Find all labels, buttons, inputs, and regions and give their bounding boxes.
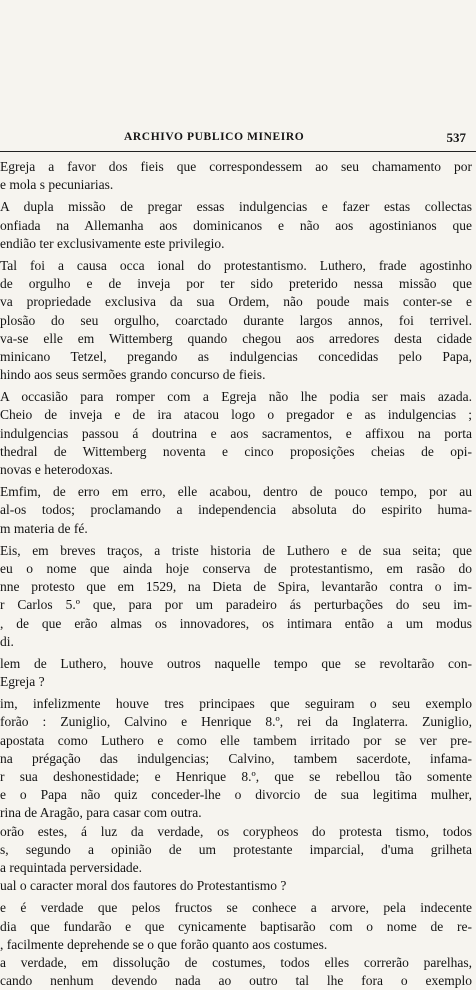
page-number: 537 [446,130,466,145]
text-line: , de que erão almas os innovadores, os intimara então a um modus [0,615,472,631]
text-line: s, segundo a opinião de um protestante imparcial, d'uma grilheta [0,841,472,857]
body-text [0,158,476,990]
text-line: va propriedade exclusiva da sua Ordem, não poude mais conter-se e [0,294,472,310]
text-line: Eis, em breves traços, a triste historia de Luthero e de sua seita; que [0,542,472,558]
header-rule [0,151,476,152]
text-line: lem de Luthero, houve outros naquelle tempo que se revoltarão con- [0,655,472,671]
text-line: minicano Tetzel, pregando as indulgencias concedidas pelo Papa, [0,348,472,364]
text-line: A dupla missão de pregar essas indulgencias e fazer estas collectas [0,199,472,215]
text-line: ual o caracter moral dos fautores do Protestantismo ? [0,878,287,894]
text-line: endião ter exclusivamente este privilegio. [0,235,225,251]
text-line: forão : Zuniglio, Calvino e Henrique 8.º, rei da Inglaterra. Zuniglio, [0,714,472,730]
text-line: m materia de fé. [0,520,88,536]
text-line: va-se elle em Wittemberg quando chegou aos arredores desta cidade [0,330,472,346]
text-line: orão estes, á luz da verdade, os corypheos do protesta tismo, todos [0,823,472,839]
text-line: novas e heterodoxas. [0,462,113,477]
text-line: dia que fundarão e que cynicamente baptisarão com o nome de re- [0,918,472,934]
text-line: a verdade, em dissolução de costumes, todos elles correrão parelhas, [0,954,472,970]
text-line: indulgencias passou á doutrina e aos sacramentos, e affixou na porta [0,425,472,441]
text-line: onfiada na Allemanha aos dominicanos e não aos agostinianos que [0,217,472,233]
text-line: Egreja ? [0,674,45,690]
text-line: apostata como Luthero e como elle tambem irritado por se ver pre- [0,732,472,748]
text-line: r Carlos 5.º que, para por um paradeiro ás perturbações do seu im- [0,597,472,613]
running-title: ARCHIVO PUBLICO MINEIRO [124,131,305,143]
text-line: A occasião para romper com a Egreja não lhe podia ser mais azada. [0,389,472,405]
text-line: Cheio de inveja e de ira atacou logo o pregador e as indulgencias ; [0,407,472,423]
text-line: eu o nome que ainda hoje conserva de protestantismo, em rasão do [0,560,472,576]
text-line: e é verdade que pelos fructos se conhece a arvore, pela indecente [0,900,472,916]
text-line: de orgulho e de inveja por ter sido preterido nessa missão que [0,276,472,292]
text-line: im, infelizmente houve tres principaes que seguiram o seu exemplo [0,696,472,712]
text-line: nne protesto que em 1529, na Dieta de Spira, levantarão contra o im- [0,579,472,595]
text-line: , facilmente deprehende se o que forão quanto aos costumes. [0,936,328,952]
text-line: e mola s pecuniarias. [0,177,114,193]
text-line: rina de Aragão, para casar com outra. [0,805,202,821]
text-line: hindo aos seus sermões grando concurso de fieis. [0,367,266,383]
text-line: Tal foi a causa occa ional do protestantismo. Luthero, frade agostinho [0,257,472,273]
text-line: a requintada perversidade. [0,859,143,875]
text-line: Emfim, de erro em erro, elle acabou, dentro de pouco tempo, por au [0,484,472,500]
text-line: e o Papa não quiz conceder-lhe o divorcio de sua legitima mulher, [0,787,472,803]
text-line: na prégação das indulgencias; Calvino, tambem sacerdote, infama- [0,750,472,766]
text-line: Egreja a favor dos fieis que correspondessem ao seu chamamento por [0,159,472,174]
text-line: r sua deshonestidade; e Henrique 8.º, que se rebellou tão somente [0,769,472,784]
text-line: al-os todos; proclamando a independencia absoluta do espirito huma- [0,502,472,518]
page-header [0,131,476,151]
text-line: plosão do seu orgulho, coarctado durante largos annos, foi terrivel. [0,312,472,328]
text-line: di. [0,633,14,649]
text-line: cando nenhum devendo nada ao outro tal lhe fora o exemplo [0,973,472,989]
text-line: thedral de Wittemberg noventa e cinco proposições cheias de opi- [0,443,472,459]
